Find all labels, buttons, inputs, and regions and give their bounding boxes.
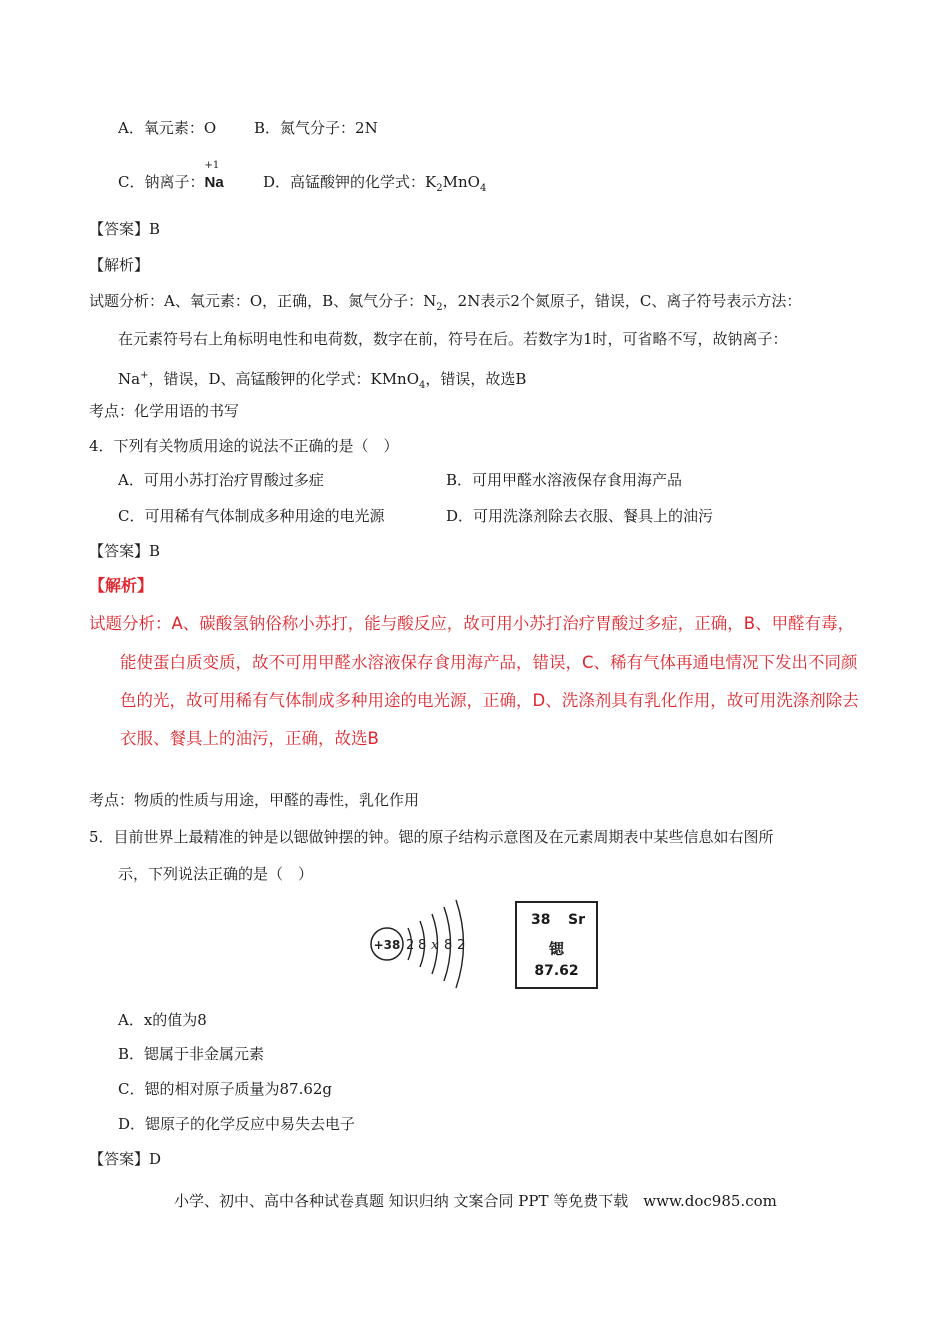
q3-analysis-line: 在元素符号右上角标明电性和电荷数，数字在前，符号在后。若数字为1时，可省略不写，故钠离子：	[118, 330, 788, 348]
q3-answer: 【答案】B	[89, 220, 161, 238]
strontium-atom-structure-diagram	[368, 893, 488, 997]
q4-kaodian: 考点：物质的性质与用途，甲醛的毒性，乳化作用	[89, 791, 420, 809]
q3-option-a: A．氧元素：O	[118, 119, 217, 137]
page-footer: 小学、初中、高中各种试卷真题 知识归纳 文案合同 PPT 等免费下载 www.doc985.com	[174, 1192, 777, 1210]
shell-count-4: 8	[444, 938, 453, 953]
q4-answer: 【答案】B	[89, 542, 161, 560]
q4-option-b: B．可用甲醛水溶液保存食用海产品	[446, 471, 683, 489]
q4-option-d: D．可用洗涤剂除去衣服、餐具上的油污	[446, 507, 714, 525]
q3-analysis-line: Na+，错误，D、高锰酸钾的化学式：KMnO$_4$，错误，故选B	[118, 370, 527, 391]
atomic-number: 38	[531, 912, 551, 928]
q3-analysis-line: 试题分析：A、氧元素：O，正确，B、氮气分子：$N_2$，2N表示2个氮原子，错误，C、离子符号表示方法：	[89, 292, 802, 313]
q3-option-c: C．钠离子： +1 Na	[118, 172, 224, 193]
shell-count-1: 2	[406, 938, 415, 953]
q5-answer: 【答案】D	[89, 1150, 162, 1168]
q5-stem: 5．目前世界上最精准的钟是以锶做钟摆的钟。锶的原子结构示意图及在元素周期表中某些信息如右图所	[89, 828, 774, 846]
q3-kaodian: 考点：化学用语的书写	[89, 402, 240, 420]
shell-count-5: 2	[457, 938, 466, 953]
q4-option-c: C．可用稀有气体制成多种用途的电光源	[118, 507, 385, 525]
q5-stem-cont: 示，下列说法正确的是（ ）	[118, 865, 314, 883]
q4-analysis-line: 能使蛋白质变质，故不可用甲醛水溶液保存食用海产品，错误，C、稀有气体再通电情况下发出不同颜	[120, 653, 858, 672]
q5-option-b: B．锶属于非金属元素	[118, 1045, 265, 1063]
q4-analysis-line: 衣服、餐具上的油污，正确，故选B	[120, 729, 379, 748]
q4-analysis-line: 试题分析：A、碳酸氢钠俗称小苏打，能与酸反应，故可用小苏打治疗胃酸过多症，正确，B、甲醛有毒，	[89, 614, 855, 633]
q5-option-a: A．x的值为8	[118, 1011, 207, 1029]
q4-analysis-heading: 【解析】	[89, 576, 154, 595]
periodic-table-cell	[515, 901, 598, 989]
q3-option-d: D．高锰酸钾的化学式：$K_2MnO_4$	[263, 173, 487, 194]
atomic-mass: 87.62	[534, 963, 579, 979]
element-name: 锶	[548, 940, 564, 958]
q4-analysis-line: 色的光，故可用稀有气体制成多种用途的电光源，正确，D、洗涤剂具有乳化作用，故可用洗涤剂除去	[120, 691, 859, 710]
q4-stem: 4．下列有关物质用途的说法不正确的是（ ）	[89, 437, 399, 455]
shell-count-2: 8	[418, 938, 427, 953]
q5-option-c: C．锶的相对原子质量为87.62g	[118, 1080, 333, 1098]
q5-option-d: D．锶原子的化学反应中易失去电子	[118, 1115, 356, 1133]
nucleus-charge: +38	[373, 938, 401, 952]
na-symbol: Na	[204, 174, 224, 191]
q3-option-b: B．氮气分子：2N	[254, 119, 378, 137]
shell-count-3: x	[431, 938, 439, 953]
q4-option-a: A．可用小苏打治疗胃酸过多症	[118, 471, 324, 489]
element-symbol: Sr	[568, 912, 585, 928]
na-valence: +1	[204, 160, 220, 171]
q3-analysis-heading: 【解析】	[89, 256, 150, 274]
